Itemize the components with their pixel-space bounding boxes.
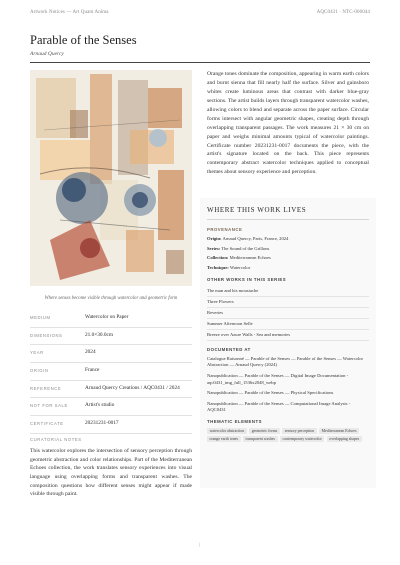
provenance-value: Arnaud Quercy, Paris, France, 2024: [221, 236, 289, 241]
provenance-technique: [207, 265, 369, 272]
spec-key: ORIGIN: [30, 368, 49, 374]
breadcrumb[interactable]: Artwork Notices — Art Quam Anima: [30, 10, 109, 15]
section-heading: WHERE THIS WORK LIVES: [207, 206, 369, 220]
curatorial-notes-text: This watercolor explores the intersection of sensory perception through geometric abstraction and color relationships. Part of the Mediterranean Echoes collection, the work translates sensory experiences into visual language using overlapping forms and transparent washes. The composition questions how different senses might appear if made visible through paint.: [30, 448, 192, 498]
provenance-value: The Sound of the Grillons: [220, 245, 270, 251]
spec-value: France: [85, 367, 100, 374]
related-work-link[interactable]: Summer Afternoon Selle: [207, 319, 369, 330]
provenance-key: Series:: [207, 245, 221, 251]
spec-key: REFERENCE: [30, 385, 62, 391]
tag[interactable]: orange earth tones: [207, 436, 241, 442]
artwork-caption: Where senses become visible through watercolor and geometric form: [44, 296, 178, 301]
spec-row-availability: [30, 398, 192, 416]
artist-name: Arnaud Quercy: [30, 51, 64, 57]
related-work-link[interactable]: Three Flowers: [207, 297, 369, 308]
spec-row-dimensions: [30, 328, 192, 346]
spec-row-certificate: [30, 416, 192, 434]
artwork-image[interactable]: [30, 70, 192, 286]
curatorial-notes-label: CURATORIAL NOTES: [30, 437, 82, 442]
spec-row-medium: [30, 310, 192, 328]
spec-key: NOT FOR SALE: [30, 403, 68, 409]
documentation-link[interactable]: Catalogue Raisonné — Parable of the Senses — Parable of the Senses — Watercolor Abstraction — Arnaud Quercy (2024): [207, 355, 364, 368]
tag[interactable]: geometric forms: [249, 428, 280, 434]
header-divider: [30, 62, 370, 63]
provenance-value: Watercolor: [228, 264, 251, 270]
provenance-label: PROVENANCE: [207, 227, 243, 232]
page-title: Parable of the Senses: [30, 33, 137, 47]
specifications-table: [30, 310, 192, 434]
related-work-link[interactable]: Breeze over Azure Walls - Sea and memories: [207, 330, 369, 341]
provenance-collection: [207, 255, 369, 262]
spec-value: Watercolor on Paper: [85, 314, 129, 320]
spec-key: MEDIUM: [30, 315, 51, 320]
reference-code: AQC0431 · NTC-000044: [316, 10, 370, 15]
tag[interactable]: watercolor abstraction: [207, 428, 247, 434]
related-works-label: OTHER WORKS IN THIS SERIES: [207, 276, 287, 282]
spec-value: Artist's studio: [85, 402, 115, 409]
provenance-key: Collection:: [207, 255, 229, 261]
page-marker: |: [199, 543, 201, 548]
tag[interactable]: transparent washes: [243, 436, 278, 442]
spec-row-reference: [30, 381, 192, 399]
spec-value: 21.0×30.0cm: [85, 331, 113, 338]
provenance-series: [207, 246, 369, 253]
artwork-description: Orange tones dominate the composition, appearing in warm earth colors and burnt sienna that fill nearly half the surface. Silver and gainsboro whites create luminous areas that contrast with darker blue-gray sections. The artist builds layers through transparent watercolor washes, allowing colors to blend and separate across the paper surface. Circular forms intersect with angular geometric shapes, creating depth through overlapping transparent passages. The work measures 21 × 30 cm on paper and weighs minimal amounts typical of watercolor paintings. Certificate number 20231231-0017 documents the piece, with the artist's signature located on the back. This piece represents contemporary abstract watercolor techniques applied to conceptual themes about sensory experience and perception.: [207, 71, 369, 176]
documentation-link[interactable]: Nanopublication — Parable of the Senses — Physical Specifications: [207, 390, 334, 396]
top-bar: [30, 10, 370, 15]
related-work-link[interactable]: Reveries: [207, 308, 369, 319]
spec-key: CERTIFICATE: [30, 421, 64, 427]
spec-value: 2024: [85, 349, 96, 356]
spec-value: Arnaud Quercy Creations / AQC0431 / 2024: [85, 384, 180, 391]
where-this-work-lives-panel: [200, 198, 376, 488]
spec-key: YEAR: [30, 350, 44, 356]
spec-value: 20231231-0017: [85, 420, 119, 427]
tag[interactable]: overlapping shapes: [327, 436, 362, 442]
thematic-elements-label: THEMATIC ELEMENTS: [207, 419, 262, 425]
documentation-link[interactable]: Nanopublication — Parable of the Senses — Computational Image Analysis - AQC0431: [207, 400, 351, 413]
provenance-value: Mediterranean Echoes: [228, 255, 271, 261]
spec-key: DIMENSIONS: [30, 332, 63, 338]
provenance-origin: [207, 236, 369, 243]
related-works-list: [207, 286, 369, 341]
artwork-painting: [30, 70, 192, 286]
spec-row-year: [30, 345, 192, 363]
tag[interactable]: sensory perception: [282, 428, 316, 434]
provenance-key: Technique:: [207, 264, 229, 270]
documentation-link[interactable]: Nanopublication — Parable of the Senses — Digital Image Documentation - aqc0431_img_full_1536x2048_webp: [207, 372, 349, 385]
thematic-tags: [207, 428, 369, 442]
tag[interactable]: contemporary watercolor: [280, 436, 324, 442]
tag[interactable]: Mediterranean Echoes: [319, 428, 359, 434]
related-work-link[interactable]: The man and his moustache: [207, 286, 369, 297]
spec-row-origin: [30, 363, 192, 381]
provenance-key: Origin:: [207, 236, 222, 241]
documented-at-label: DOCUMENTED AT: [207, 346, 251, 352]
